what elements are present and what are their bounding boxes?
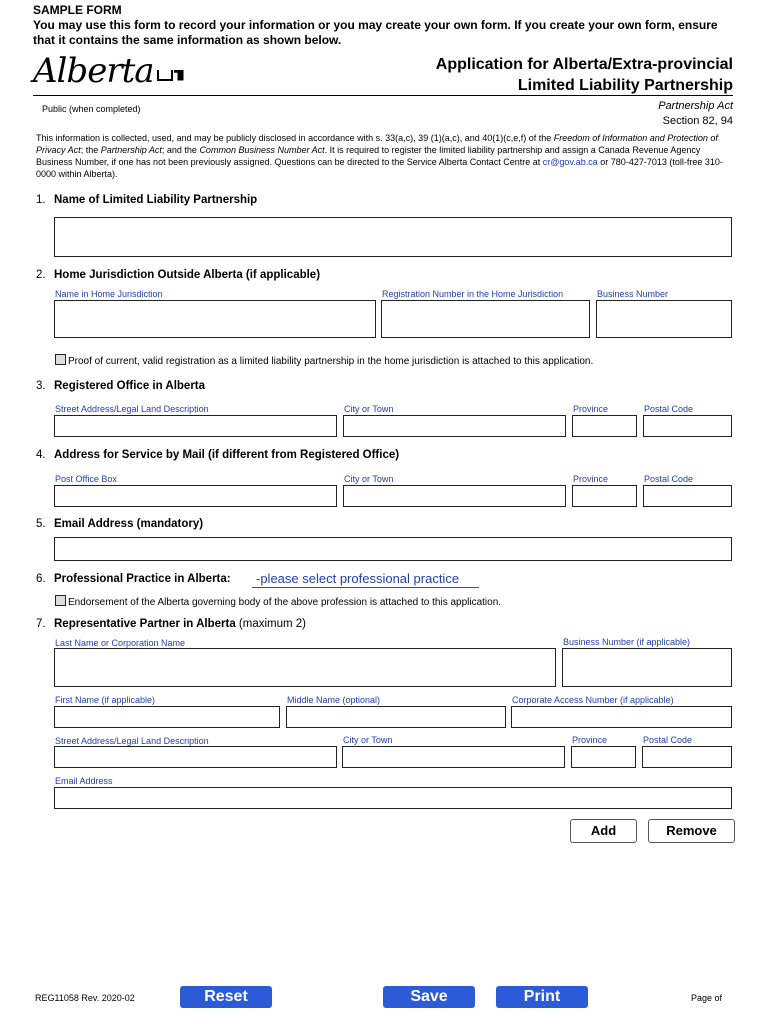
partner-bn-input[interactable] (562, 648, 732, 687)
partner-last-input[interactable] (54, 648, 556, 687)
sample-form-note: You may use this form to record your information or you may create your own form. If you create your own form, ensure that it contains the same information as shown below. (33, 18, 718, 47)
partner-postal-input[interactable] (642, 746, 732, 768)
professional-practice-select[interactable]: -please select professional practice (252, 571, 479, 588)
partner-last-label: Last Name or Corporation Name (55, 638, 186, 648)
section-7-title: 7. Representative Partner in Alberta (maximum 2) (36, 618, 307, 630)
partner-postal-label: Postal Code (643, 735, 693, 745)
section-3-title: 3. Registered Office in Alberta (36, 380, 206, 392)
mail-province-input[interactable] (572, 485, 637, 507)
partner-first-input[interactable] (54, 706, 280, 728)
section-4-title: 4. Address for Service by Mail (if different from Registered Office) (36, 449, 400, 461)
contact-email-link[interactable]: cr@gov.ab.ca (542, 157, 598, 167)
sample-form-title: SAMPLE FORM (33, 3, 122, 17)
mail-city-input[interactable] (343, 485, 566, 507)
mail-pobox-input[interactable] (54, 485, 337, 507)
intro-paragraph: This information is collected, used, and may be publicly disclosed in accordance with s. 33(a,c), 39 (1)(a,c), and 40(1)(c,e,f) of the Freedom of Information and Protection of Privacy Act; the Partnership Act; and the Common Business Number Act. It is required to register the limited liability partnership and assign a Canada Revenue Agency Business Number, if one has not been previously assigned. Questions can be directed to the Service Alberta Contact Centre at cr@gov.ab.ca or 780-427-7013 (toll-free 310-0000 within Alberta). (36, 133, 723, 179)
home-reg-number-input[interactable] (381, 300, 590, 338)
page-title (436, 54, 733, 96)
mail-city-label: City or Town (344, 474, 394, 484)
partner-corp-label: Corporate Access Number (if applicable) (512, 695, 674, 705)
title-line-1: Application for Alberta/Extra-provincial (435, 56, 733, 73)
reg-province-label: Province (573, 404, 609, 414)
proof-checkbox[interactable] (55, 354, 66, 365)
partner-province-input[interactable] (571, 746, 636, 768)
header-divider (33, 95, 733, 96)
reg-city-input[interactable] (343, 415, 566, 437)
endorse-checkbox[interactable] (55, 595, 66, 606)
section-1-title: 1. Name of Limited Liability Partnership (36, 194, 258, 206)
title-line-2: Limited Liability Partnership (517, 77, 733, 94)
print-button[interactable]: Print (496, 986, 588, 1008)
reg-city-label: City or Town (344, 404, 394, 414)
partner-middle-label: Middle Name (optional) (287, 695, 381, 705)
mail-postal-input[interactable] (643, 485, 732, 507)
public-notice: Public (when completed) (42, 104, 141, 114)
partner-first-label: First Name (if applicable) (55, 695, 156, 705)
section-2-title: 2. Home Jurisdiction Outside Alberta (if applicable) (36, 269, 321, 281)
partner-middle-input[interactable] (286, 706, 506, 728)
remove-partner-button[interactable]: Remove (648, 819, 735, 843)
add-partner-button[interactable]: Add (570, 819, 637, 843)
reg-postal-label: Postal Code (644, 404, 694, 414)
email-input[interactable] (54, 537, 732, 561)
page-number: Page of (691, 993, 723, 1003)
mail-pobox-label: Post Office Box (55, 474, 117, 484)
reg-street-label: Street Address/Legal Land Description (55, 404, 209, 414)
act-name: Partnership Act (658, 100, 733, 112)
alberta-logo: Alberta (33, 52, 184, 90)
reg-street-input[interactable] (54, 415, 337, 437)
act-section: Section 82, 94 (662, 115, 733, 127)
endorse-checkbox-row[interactable]: Endorsement of the Alberta governing body of the above profession is attached to this application. (55, 595, 501, 608)
proof-checkbox-row[interactable]: Proof of current, valid registration as a limited liability partnership in the home jurisdiction is attached to this application. (55, 354, 593, 367)
partner-bn-label: Business Number (if applicable) (563, 637, 691, 647)
home-reg-label: Registration Number in the Home Jurisdiction (382, 289, 564, 299)
partner-street-label: Street Address/Legal Land Description (55, 736, 209, 746)
section-6-title: 6. Professional Practice in Alberta: (36, 573, 231, 585)
mail-postal-label: Postal Code (644, 474, 694, 484)
reset-button[interactable]: Reset (180, 986, 272, 1008)
home-name-input[interactable] (54, 300, 376, 338)
partner-street-input[interactable] (54, 746, 337, 768)
partner-corp-input[interactable] (511, 706, 732, 728)
partner-email-label: Email Address (55, 776, 113, 786)
save-button[interactable]: Save (383, 986, 475, 1008)
act-reference (658, 99, 733, 129)
home-business-number-input[interactable] (596, 300, 732, 338)
partner-email-input[interactable] (54, 787, 732, 809)
partner-city-label: City or Town (343, 735, 393, 745)
home-name-label: Name in Home Jurisdiction (55, 289, 163, 299)
home-bn-label: Business Number (597, 289, 669, 299)
reg-province-input[interactable] (572, 415, 637, 437)
form-id: REG11058 Rev. 2020-02 (35, 993, 135, 1003)
reg-postal-input[interactable] (643, 415, 732, 437)
section-5-title: 5. Email Address (mandatory) (36, 518, 204, 530)
partner-city-input[interactable] (342, 746, 565, 768)
partnership-name-input[interactable] (54, 217, 732, 257)
mail-province-label: Province (573, 474, 609, 484)
partner-province-label: Province (572, 735, 608, 745)
